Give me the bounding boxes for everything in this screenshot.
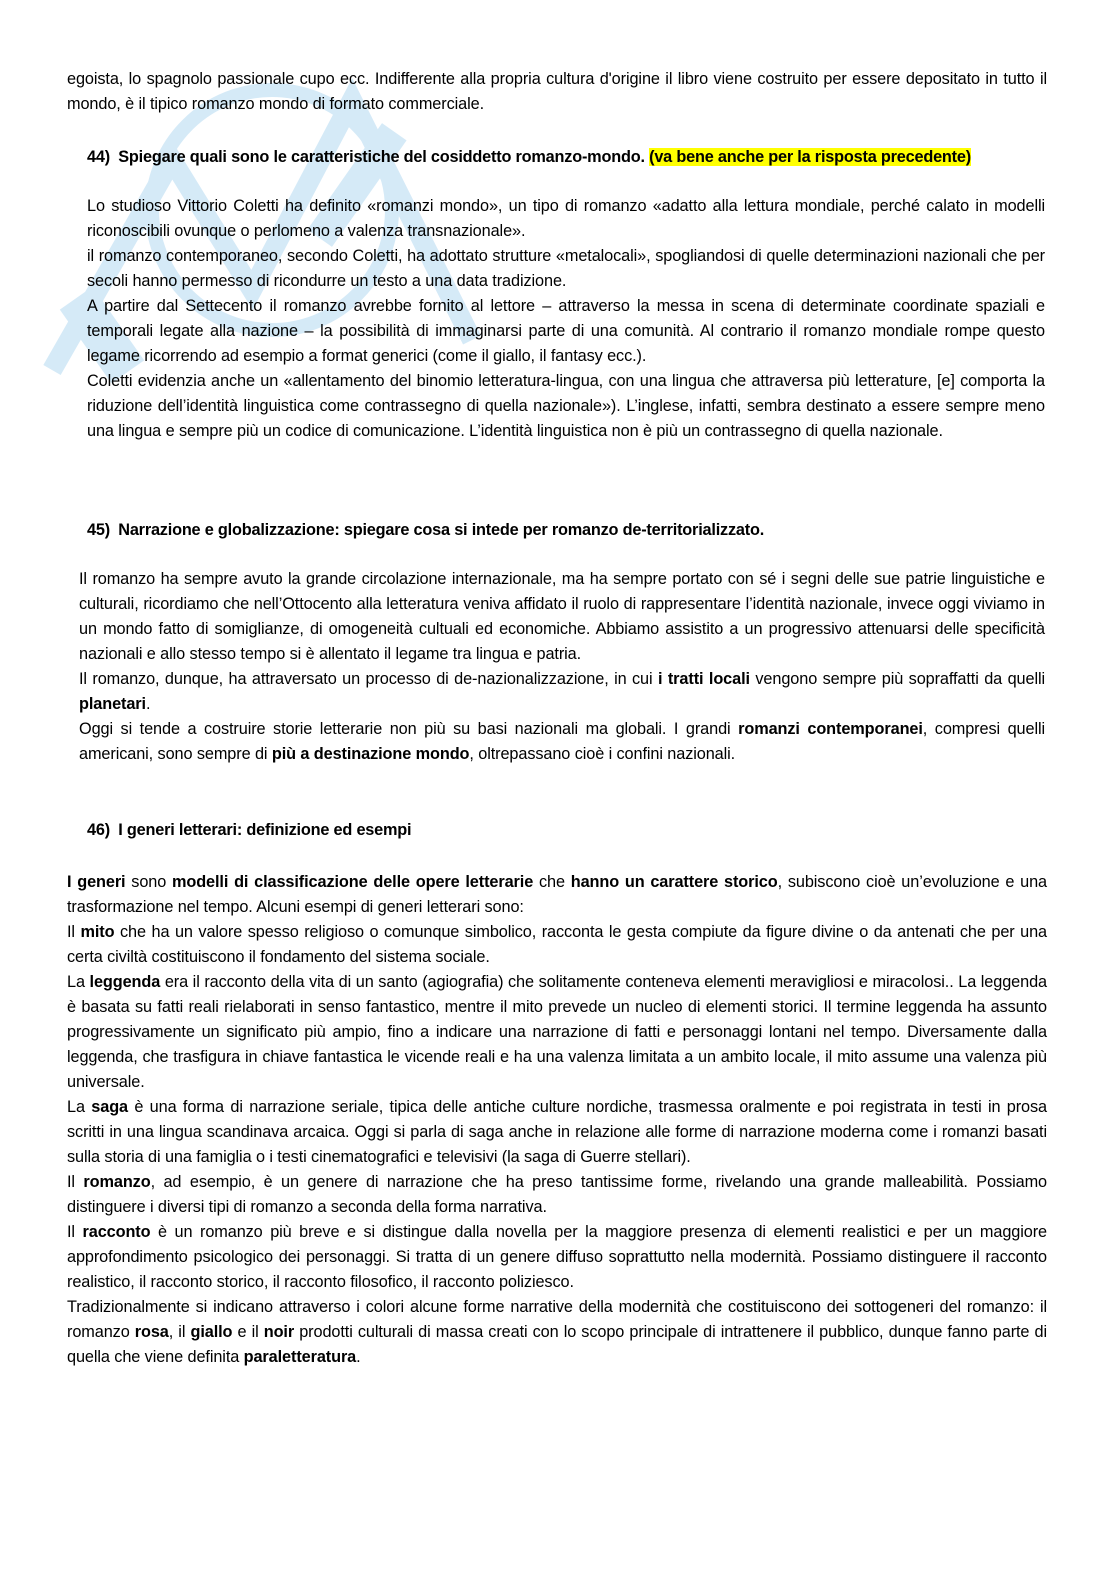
- question-44-number: 44): [87, 148, 110, 166]
- question-45-heading: [87, 518, 1047, 543]
- intro-paragraph: [67, 67, 1047, 117]
- question-44-paragraph-3: A partire dal Settecento il romanzo avrebbe fornito al lettore – attraverso la messa in scena di determinate coordinate spaziali e temporali legate alla nazione – la possibilità di immaginarsi parte di una comunità. Al contrario il romanzo mondiale rompe questo legame ricorrendo ad esempio a format generici (come il giallo, il fantasy ecc.).: [87, 297, 1045, 365]
- question-45-number: 45): [87, 521, 110, 539]
- question-44-title: Spiegare quali sono le caratteristiche del cosiddetto romanzo-mondo.: [118, 148, 645, 166]
- question-45-paragraph-3: Oggi si tende a costruire storie letterarie non più su basi nazionali ma globali. I grandi romanzi contemporanei, compresi quelli americani, sono sempre di più a destinazione mondo, oltrepassano cioè i confini nazionali.: [79, 720, 1045, 763]
- question-46-body: [67, 870, 1047, 1370]
- intro-text: egoista, lo spagnolo passionale cupo ecc. Indifferente alla propria cultura d'origine il libro viene costruito per essere depositato in tutto il mondo, è il tipico romanzo mondo di formato commerciale.: [67, 70, 1047, 113]
- question-46-paragraph-romanzo: Il romanzo, ad esempio, è un genere di narrazione che ha preso tantissime forme, rivelando una grande malleabilità. Possiamo distinguere i diversi tipi di romanzo a seconda della forma narrativa.: [67, 1173, 1047, 1216]
- question-45-paragraph-1: Il romanzo ha sempre avuto la grande circolazione internazionale, ma ha sempre portato con sé i segni delle sue patrie linguistiche e culturali, ricordiamo che nell’Ottocento alla letteratura veniva affidato il ruolo di rappresentare l’identità nazionale, invece oggi viviamo in un mondo fatto di somiglianze, di omogeneità cultuali ed economiche. Abbiamo assistito a un progressivo attenuarsi delle specificità nazionali e allo stesso tempo si è allentato il legame tra lingua e patria.: [79, 570, 1045, 663]
- question-46-paragraph-1: I generi sono modelli di classificazione delle opere letterarie che hanno un carattere storico, subiscono cioè un’evoluzione e una trasformazione nel tempo. Alcuni esempi di generi letterari sono:: [67, 873, 1047, 916]
- question-44-paragraph-2: il romanzo contemporaneo, secondo Coletti, ha adottato strutture «metalocali», spogliandosi di quelle determinazioni nazionali che per secoli hanno permesso di ricondurre un testo a una data tradizione.: [87, 247, 1045, 290]
- question-46-number: 46): [87, 821, 110, 839]
- question-46-title: I generi letterari: definizione ed esempi: [118, 821, 412, 839]
- question-44-paragraph-4: Coletti evidenzia anche un «allentamento del binomio letteratura-lingua, con una lingua che attraversa più letterature, [e] comporta la riduzione dell’identità linguistica come contrassegno di quella nazionale»). L’inglese, infatti, sembra destinato a essere sempre meno una lingua e sempre più un codice di comunicazione. L’identità linguistica non è più un contrassegno di quella nazionale.: [87, 372, 1045, 440]
- question-46-paragraph-colori: Tradizionalmente si indicano attraverso i colori alcune forme narrative della modernità che costituiscono dei sottogeneri del romanzo: il romanzo rosa, il giallo e il noir prodotti culturali di massa creati con lo scopo principale di intrattenere il pubblico, dunque fanno parte di quella che viene definita paraletteratura.: [67, 1298, 1047, 1366]
- question-46-paragraph-mito: Il mito che ha un valore spesso religioso o comunque simbolico, racconta le gesta compiute da figure divine o da antenati che per una certa civiltà costituiscono il fondamento del sistema sociale.: [67, 923, 1048, 966]
- question-44-body: [87, 194, 1045, 444]
- question-44-heading: [87, 145, 1047, 170]
- question-46-heading: [87, 818, 1047, 843]
- question-46-paragraph-saga: La saga è una forma di narrazione seriale, tipica delle antiche culture nordiche, trasmessa oralmente e poi registrata in testi in prosa scritti in una lingua scandinava arcaica. Oggi si parla di saga anche in relazione alle forme di narrazione moderna come i romanzi basati sulla storia di una famiglia o i testi cinematografici e televisivi (la saga di Guerre stellari).: [67, 1098, 1047, 1166]
- question-45-body: [79, 567, 1045, 767]
- question-45-paragraph-2: Il romanzo, dunque, ha attraversato un processo di de-nazionalizzazione, in cui i tratti locali vengono sempre più sopraffatti da quelli planetari.: [79, 670, 1045, 713]
- question-44-paragraph-1: Lo studioso Vittorio Coletti ha definito «romanzi mondo», un tipo di romanzo «adatto alla lettura mondiale, perché calato in modelli riconoscibili ovunque o perlomeno a valenza transnazionale».: [87, 197, 1045, 240]
- question-45-title: Narrazione e globalizzazione: spiegare cosa si intede per romanzo de-territorializzato.: [118, 521, 765, 539]
- question-44-note: (va bene anche per la risposta precedente): [649, 148, 971, 166]
- question-46-paragraph-racconto: Il racconto è un romanzo più breve e si distingue dalla novella per la maggiore presenza di elementi realistici e per un maggiore approfondimento psicologico dei personaggi. Si tratta di un genere diffuso soprattutto nella modernità. Possiamo distinguere il racconto realistico, il racconto storico, il racconto filosofico, il racconto poliziesco.: [67, 1223, 1047, 1291]
- question-46-paragraph-leggenda: La leggenda era il racconto della vita di un santo (agiografia) che solitamente conteneva elementi meravigliosi e miracolosi.. La leggenda è basata su fatti reali rielaborati in senso fantastico, mentre il mito prevede un nucleo di elementi storici. Il termine leggenda ha assunto progressivamente un significato più ampio, fino a indicare una narrazione di fatti e personaggi lontani nel tempo. Diversamente dalla leggenda, che trasfigura in chiave fantastica le vicende reali e ha una valenza limitata a un ambito locale, il mito assume una valenza più universale.: [67, 973, 1047, 1091]
